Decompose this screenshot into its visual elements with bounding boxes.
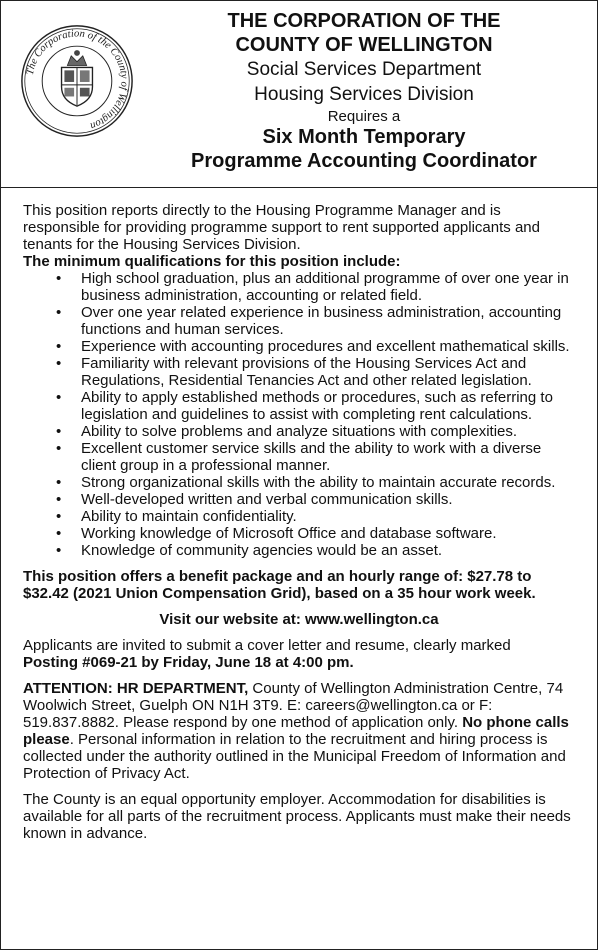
department-name: Social Services Department — [246, 59, 482, 80]
attention-text-1: County of Wellington Administration Centre, 74 Woolwich Street, Guelph ON N1H 3T9. E: careers@wellington.ca or F: 519.837.8882. Please respond by one method of application only. — [23, 680, 564, 731]
seal-lettering: The Corporation of the County of Wellington — [24, 28, 130, 132]
division-name: Housing Services Division — [254, 84, 474, 105]
qualifications-heading: The minimum qualifications for this position include: — [23, 253, 401, 270]
qualification-item: • Over one year related experience in business administration, accounting functions and human services. — [23, 304, 575, 338]
benefits-paragraph: This position offers a benefit package and an hourly range of: $27.78 to $32.42 (2021 Union Compensation Grid), based on a 35 hour work week. — [23, 568, 536, 602]
org-name-line2: COUNTY OF WELLINGTON — [235, 34, 493, 56]
posting-header — [1, 1, 597, 188]
qualification-item: • Excellent customer service skills and the ability to work with a diverse client group in a professional manner. — [23, 440, 575, 474]
job-title-line2: Programme Accounting Coordinator — [191, 150, 537, 172]
qualification-item: • Ability to maintain confidentiality. — [23, 508, 575, 525]
posting-body — [1, 188, 597, 842]
qualifications-list — [23, 270, 575, 559]
qualification-item: • Ability to apply established methods or procedures, such as referring to legislation and guidelines to assist with completing rent calculations. — [23, 389, 575, 423]
requires-label: Requires a — [327, 108, 401, 125]
equal-opportunity-paragraph: The County is an equal opportunity employer. Accommodation for disabilities is available for all parts of the recruitment process. Applicants must make their needs known in advance. — [23, 791, 571, 842]
posting-deadline: Posting #069-21 by Friday, June 18 at 4:00 pm. — [23, 654, 354, 671]
qualification-item: • Familiarity with relevant provisions of the Housing Services Act and Regulations, Residential Tenancies Act and other related legislation. — [23, 355, 575, 389]
qualification-item: • Strong organizational skills with the ability to maintain accurate records. — [23, 474, 575, 491]
apply-paragraph — [23, 637, 575, 671]
no-phone-calls: No phone calls please — [23, 714, 569, 748]
attention-label: ATTENTION: HR DEPARTMENT, — [23, 680, 249, 697]
attention-text-2: . Personal information in relation to the recruitment and hiring process is collected under the authority outlined in the Municipal Freedom of Information and Protection of Privacy Act. — [23, 731, 566, 782]
org-name-line1: THE CORPORATION OF THE — [227, 10, 501, 32]
job-title-line1: Six Month Temporary — [262, 126, 466, 148]
qualification-item: • High school graduation, plus an additional programme of over one year in business administration, accounting or related field. — [23, 270, 575, 304]
qualification-item: • Knowledge of community agencies would be an asset. — [23, 542, 575, 559]
qualification-item: • Working knowledge of Microsoft Office and database software. — [23, 525, 575, 542]
apply-text: Applicants are invited to submit a cover letter and resume, clearly marked — [23, 637, 511, 654]
qualification-item: • Experience with accounting procedures and excellent mathematical skills. — [23, 338, 575, 355]
website-line: Visit our website at: www.wellington.ca — [159, 611, 439, 628]
intro-paragraph: This position reports directly to the Housing Programme Manager and is responsible for providing programme support to rent supported applicants and tenants for the Housing Services Division. — [23, 202, 540, 253]
qualification-item: • Ability to solve problems and analyze situations with complexities. — [23, 423, 575, 440]
attention-paragraph — [23, 680, 575, 782]
header-text — [131, 9, 597, 173]
qualification-item: • Well-developed written and verbal communication skills. — [23, 491, 575, 508]
county-seal-logo — [19, 23, 135, 139]
